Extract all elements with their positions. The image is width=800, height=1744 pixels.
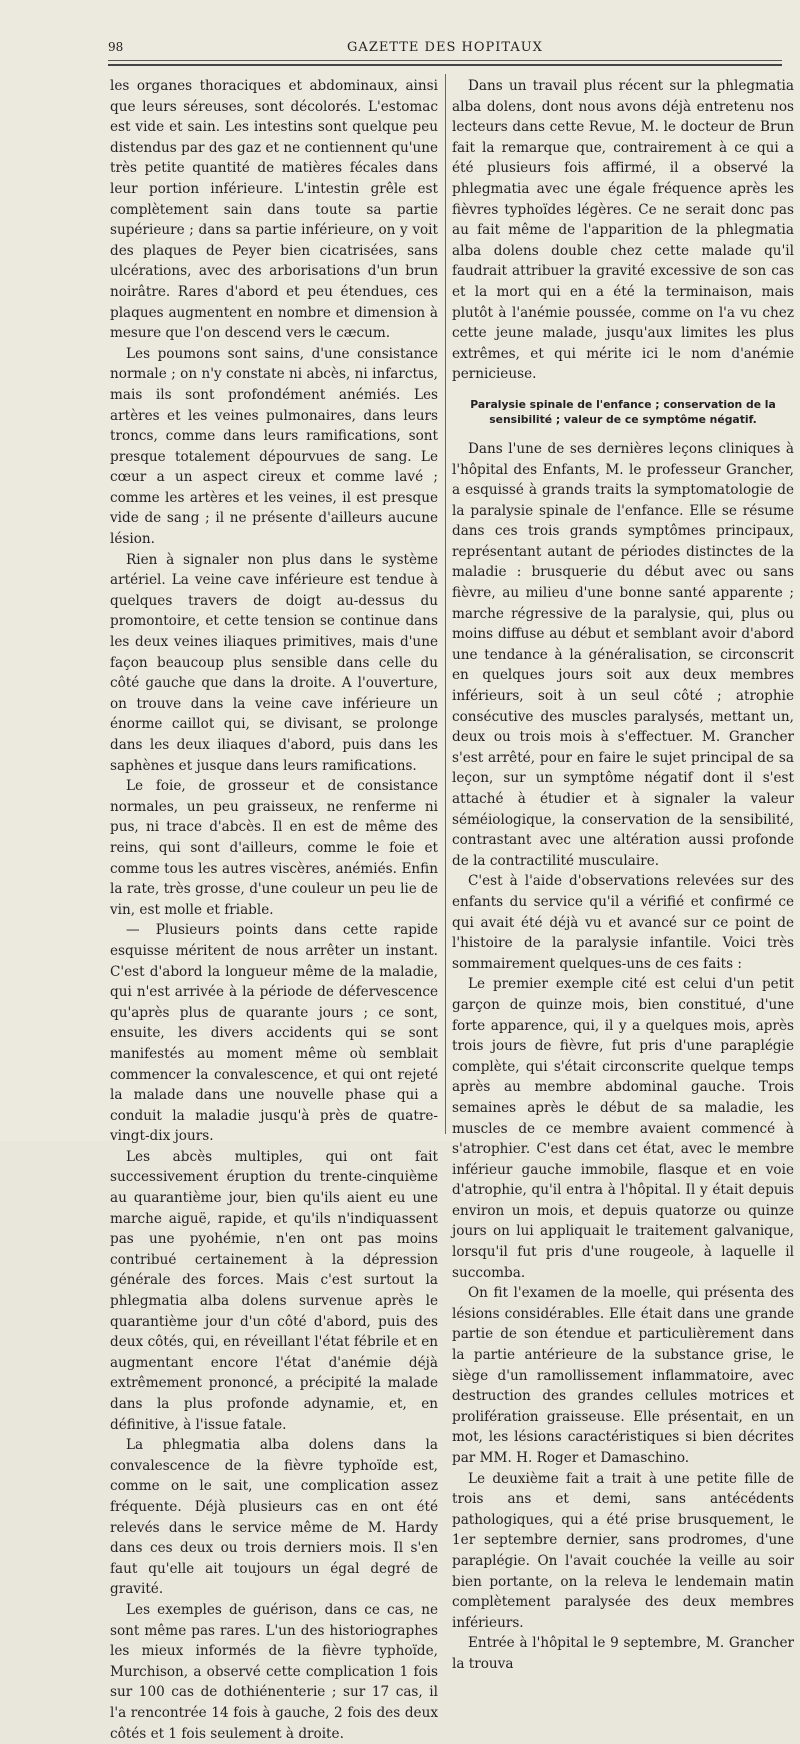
paragraph: Les exemples de guérison, dans ce cas, ne sont même pas rares. L'un des historiographes les mieux informés de la fièvre typhoïde, Murchison, a observé cette complication 1 fois sur 100 cas de dothiénenterie ; sur 17 cas, il l'a rencontrée 14 fois à gauche, 2 fois des deux côtés et 1 fois seulement à droite. — [110, 1601, 438, 1742]
paragraph: Dans l'une de ses dernières leçons cliniques à l'hôpital des Enfants, M. le professeur Grancher, a esquissé à grands traits la symptomatologie de la paralysie spinale de l'enfance. Elle se résume dans ces trois grands symptômes principaux, représentant autant de périodes distinctes de la maladie : brusquerie du début avec ou sans fièvre, au milieu d'une bonne santé apparente ; marche régressive de la paralysie, qui, plus ou moins diffuse au début et semblant avoir d'abord une tendance à la généralisation, se circonscrit en quelques jours soit aux deux membres inférieurs, soit à un seul côté ; atrophie consécutive des muscles paralysés, mettant un, deux ou trois mois à s'effectuer. M. Grancher s'est arrêté, pour en faire le sujet principal de sa leçon, sur un symptôme négatif dont il s'est attaché à étudier et à signaler la valeur séméiologique, la conservation de la sensibilité, contrastant avec une altération aussi profonde de la contractilité musculaire. — [452, 440, 794, 869]
page-header — [108, 40, 782, 61]
paragraph: Le foie, de grosseur et de consistance normales, un peu graisseux, ne renferme ni pus, ni trace d'abcès. Il en est de même des reins, qui sont d'ailleurs, comme le foie et comme tous les autres viscères, anémiés. Enfin la rate, très grosse, d'une couleur un peu lie de vin, est molle et friable. — [110, 778, 438, 918]
right-column — [452, 76, 794, 1675]
paragraph: La phlegmatia alba dolens dans la convalescence de la fièvre typhoïde est, comme on le sait, une complication assez fréquente. Déjà plusieurs cas en ont été relevés dans le service même de M. Hardy dans ces deux ou trois derniers mois. Il s'en faut qu'elle ait toujours un égal degré de gravité. — [110, 1437, 438, 1598]
paragraph: On fit l'examen de la moelle, qui présenta des lésions considérables. Elle était dans une grande partie de son étendue et particulièrement dans la partie antérieure de la substance grise, le siège d'un ramollissement inflammatoire, avec destruction des grandes cellules motrices et prolifération graisseuse. Elle présentait, en un mot, les lésions caractéristiques si bien décrites par MM. H. Roger et Damaschino. — [452, 1285, 794, 1466]
header-rule — [108, 64, 782, 66]
paragraph: — Plusieurs points dans cette rapide esquisse méritent de nous arrêter un instant. C'est d'abord la longueur même de la maladie, qui n'est arrivée à la période de défervescence qu'après plus de quarante jours ; ce sont, ensuite, les divers accidents qui se sont manifestés au moment même où semblait commencer la convalescence, et qui ont rejeté la malade dans une nouvelle phase qui a conduit la maladie jusqu'à près de quatre-vingt-dix jours. — [110, 922, 438, 1145]
section-heading: Paralysie spinale de l'enfance ; conservation de la sensibilité ; valeur de ce symptôme négatif. — [470, 397, 776, 426]
journal-title: GAZETTE DES HOPITAUX — [347, 40, 543, 55]
paragraph: Le premier exemple cité est celui d'un petit garçon de quinze mois, bien constitué, d'une forte apparence, qui, il y a quelques mois, après trois jours de fièvre, fut pris d'une paraplégie complète, qui s'était circonscrite quelque temps après au membre abdominal gauche. Trois semaines après le début de sa maladie, les muscles de ce membre avaient commencé à s'atrophier. C'est dans cet état, avec le membre inférieur gauche immobile, flasque et en voie d'atrophie, qu'il entra à l'hôpital. Il y était depuis environ un mois, et depuis quatorze ou quinze jours on lui appliquait le traitement galvanique, lorsqu'il fut pris d'une rougeole, à laquelle il succomba. — [452, 976, 794, 1281]
paragraph: Dans un travail plus récent sur la phlegmatia alba dolens, dont nous avons déjà entretenu nos lecteurs dans cette Revue, M. le docteur de Brun fait la remarque que, contrairement à ce qui a été plusieurs fois affirmé, il a observé la phlegmatia avec une égale fréquence après les fièvres typhoïdes légères. Ce ne serait donc pas au fait même de l'apparition de la phlegmatia alba dolens double chez cette malade qu'il faudrait attribuer la gravité excessive de son cas et la mort qui en a été la terminaison, mais plutôt à l'anémie poussée, comme on l'a vu chez cette jeune malade, jusqu'aux limites les plus extrêmes, et qui mérite ici le nom d'anémie pernicieuse. — [452, 78, 794, 383]
paragraph: les organes thoraciques et abdominaux, ainsi que leurs séreuses, sont décolorés. L'estomac est vide et sain. Les intestins sont quelque peu distendus par des gaz et ne contiennent qu'une très petite quantité de matières fécales dans leur portion inférieure. L'intestin grêle est complètement sain dans toute sa partie supérieure ; dans sa partie inférieure, on y voit des plaques de Peyer bien cicatrisées, sans ulcérations, avec des arborisations d'un brun noirâtre. Rares d'abord et peu étendues, ces plaques augmentent en nombre et dimension à mesure que l'on descend vers le cæcum. — [110, 78, 438, 342]
page-number: 98 — [108, 40, 124, 54]
column-divider — [445, 74, 446, 1134]
paragraph: Le deuxième fait a trait à une petite fille de trois ans et demi, sans antécédents pathologiques, qui a été prise brusquement, le 1er septembre dernier, sans prodromes, d'une paraplégie. On l'avait couchée la veille au soir bien portante, on la releva le lendemain matin complètement paralysée des deux membres inférieurs. — [452, 1470, 794, 1631]
paragraph: Entrée à l'hôpital le 9 septembre, M. Grancher la trouva — [452, 1635, 794, 1672]
paragraph: Rien à signaler non plus dans le système artériel. La veine cave inférieure est tendue à quelques travers de doigt au-dessus du promontoire, et cette tension se continue dans les deux veines iliaques primitives, mais d'une façon beaucoup plus sensible dans celle du côté gauche que dans la droite. A l'ouverture, on trouve dans la veine cave inférieure un énorme caillot qui, se divisant, se prolonge dans les deux iliaques d'abord, puis dans les saphènes et jusque dans leurs ramifications. — [110, 551, 438, 774]
paragraph: Les poumons sont sains, d'une consistance normale ; on n'y constate ni abcès, ni infarctus, mais ils sont profondément anémiés. Les artères et les veines pulmonaires, dans leurs troncs, comme dans leurs ramifications, sont presque totalement dépourvues de sang. Le cœur a un aspect cireux et comme lavé ; comme les artères et les veines, il est presque vide de sang ; il ne présente d'ailleurs aucune lésion. — [110, 345, 438, 548]
left-column — [110, 76, 438, 1744]
paragraph: Les abcès multiples, qui ont fait successivement éruption du trente-cinquième au quarantième jour, bien qu'ils aient eu une marche aiguë, rapide, et qu'ils n'indiquassent pas une pyohémie, n'en ont pas moins contribué certainement à la dépression générale des forces. Mais c'est surtout la phlegmatia alba dolens survenue après le quarantième jour d'un côté d'abord, puis des deux côtés, qui, en réveillant l'état fébrile et en augmentant encore l'état d'anémie déjà extrêmement prononcé, a précipité la malade dans la plus profonde adynamie, et, en définitive, à l'issue fatale. — [110, 1148, 438, 1433]
paragraph: C'est à l'aide d'observations relevées sur des enfants du service qu'il a vérifié et confirmé ce qui avait été déjà vu et avancé sur ce point de l'histoire de la paralysie infantile. Voici très sommairement quelques-uns de ces faits : — [452, 873, 794, 972]
